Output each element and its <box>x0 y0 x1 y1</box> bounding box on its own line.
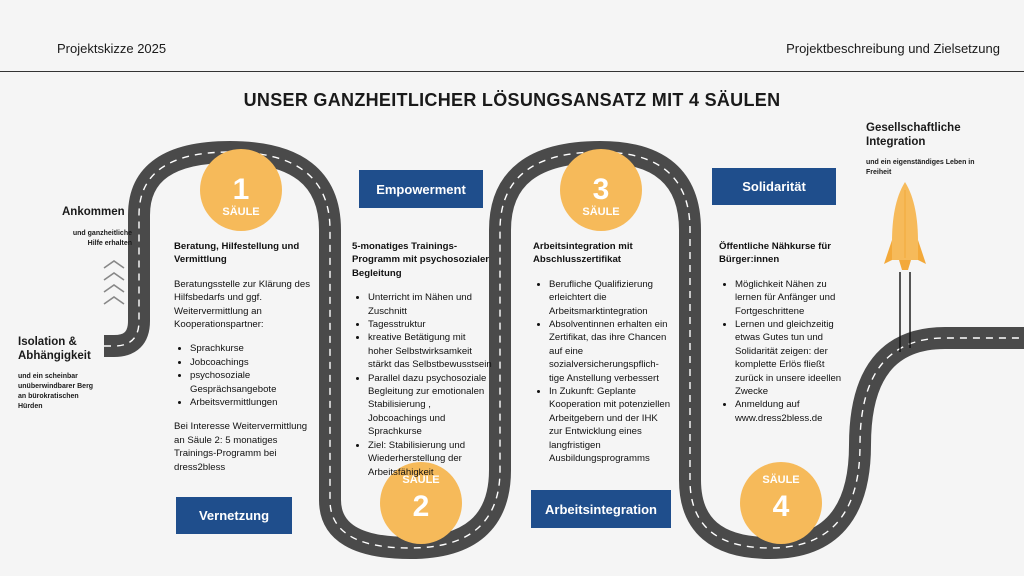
up-arrows-icon <box>101 258 127 310</box>
list-item: • Anmeldung auf www.dress2bless.de <box>735 398 843 425</box>
pillar-2-box: Empowerment <box>359 170 483 208</box>
list-item: • Absolventinnen erhalten ein Zertifikat, das ihre Chancen auf eine sozialversicherungspflich-tige Anstellung verbessert <box>549 318 673 385</box>
list-item: • Möglichkeit Nähen zu lernen für Anfänger und Fortgeschrittene <box>735 278 843 318</box>
pillar-1-box: Vernetzung <box>176 497 292 534</box>
pillar-1-heading: Beratung, Hilfestellung und Vermittlung <box>174 241 300 266</box>
list-item: • Unterricht im Nähen und Zuschnitt <box>368 291 492 318</box>
goal-subtitle: und ein eigenständiges Leben in Freiheit <box>866 159 975 176</box>
pillar-1-bullets <box>174 342 316 409</box>
pillar-1-intro: Beratungsstelle zur Klärung des Hilfsbedarfs und ggf. Weitervermittlung an Kooperationspartner: <box>174 278 310 331</box>
pillar-1-number: 1 <box>232 173 250 206</box>
page-title: UNSER GANZHEITLICHER LÖSUNGSANSATZ MIT 4 SÄULEN <box>243 90 781 110</box>
list-item: • Ziel: Stabilisierung und Wiederherstellung der Arbeitsfähigkeit <box>368 439 492 479</box>
pillar-3-heading: Arbeitsintegration mit Abschlusszertifikat <box>533 241 633 266</box>
pillar-4-label: SÄULE <box>762 474 800 486</box>
pillar-4-text <box>719 240 843 425</box>
pillar-4-heading: Öffentliche Nähkurse für Bürger:innen <box>719 241 831 266</box>
goal-title: Gesellschaftliche Integration <box>866 122 961 148</box>
list-item: • In Zukunft: Geplante Kooperation mit potenziellen Arbeitgebern und der IHK zur Entwicklung eines langfristigen Ausbildungsprogramms <box>549 385 673 465</box>
pillar-2-label: SÄULE <box>402 474 440 486</box>
list-item: • psychosoziale Gesprächsangebote <box>190 369 316 396</box>
list-item: • Parallel dazu psychosoziale Begleitung zur emotionalen Stabilisierung , Jobcoachings und Sprachkurse <box>368 372 492 439</box>
pillar-1-circle <box>200 149 282 231</box>
list-item: • Lernen und gleichzeitig etwas Gutes tun und Solidarität zeigen: der komplette Erlös fließt zurück in unsere ideellen Zwecke <box>735 318 843 398</box>
pillar-3-box: Arbeitsintegration <box>531 490 671 528</box>
pillar-3-bullets <box>533 278 673 466</box>
arrival-subtitle: und ganzheitliche Hilfe erhalten <box>72 230 132 247</box>
list-item: • Arbeitsvermittlungen <box>190 396 316 409</box>
pillar-2-text <box>352 240 492 479</box>
arrival-title: Ankommen <box>62 206 125 218</box>
header-left: Projektskizze 2025 <box>57 41 167 56</box>
pillar-3-text <box>533 240 673 466</box>
start-subtitle: und ein scheinbar unüberwindbarer Berg an bürokratischen Hürden <box>18 373 94 410</box>
pillar-3-label: SÄULE <box>582 206 620 218</box>
list-item: • kreative Betätigung mit hoher Selbstwirksamkeit stärkt das Selbstbewusstsein <box>368 331 492 371</box>
pillar-3-circle <box>560 149 642 231</box>
pillar-1-text <box>174 240 316 474</box>
pillar-4-number: 4 <box>772 490 790 523</box>
list-item: • Sprachkurse <box>190 342 316 355</box>
pillar-2-heading: 5-monatiges Trainings-Programm mit psychosozialer Begleitung <box>352 241 490 279</box>
list-item: • Tagesstruktur <box>368 318 492 331</box>
pillar-1-label: SÄULE <box>222 206 260 218</box>
rocket-icon <box>880 180 930 355</box>
list-item: • Berufliche Qualifizierung erleichtert die Arbeitsmarktintegration <box>549 278 673 318</box>
pillar-2-bullets <box>352 291 492 479</box>
pillar-4-bullets <box>719 278 843 425</box>
pillar-4-box: Solidarität <box>712 168 836 205</box>
header-right: Projektbeschreibung und Zielsetzung <box>786 41 1000 56</box>
pillar-3-number: 3 <box>592 173 610 206</box>
pillar-4-circle <box>740 462 822 544</box>
pillar-2-number: 2 <box>412 490 430 523</box>
pillar-1-outro: Bei Interesse Weitervermittlung an Säule 2: 5 monatiges Trainings-Programm bei dress2bless <box>174 421 308 473</box>
start-title: Isolation & Abhängigkeit <box>18 336 91 362</box>
list-item: • Jobcoachings <box>190 356 316 369</box>
